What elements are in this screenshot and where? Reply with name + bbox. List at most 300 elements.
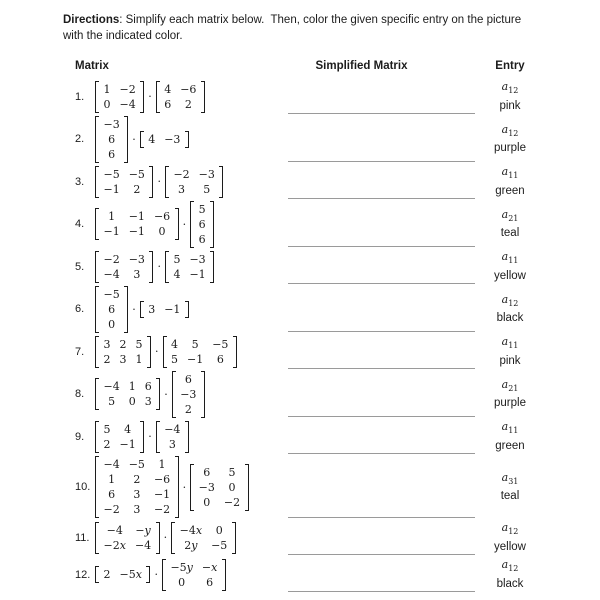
right-bracket-icon xyxy=(124,286,128,333)
matrix-entry: 5 xyxy=(228,465,236,479)
problem-number: 6. xyxy=(75,303,85,315)
entry-symbol: $a_{11}$ xyxy=(501,250,519,266)
matrix-entry: 5 xyxy=(191,337,199,351)
matrix-entry: 6 xyxy=(206,575,214,589)
answer-blank-line[interactable] xyxy=(288,368,475,369)
multiply-dot-icon: · xyxy=(182,217,187,231)
answer-area xyxy=(288,418,475,455)
matrix-entry: −5 xyxy=(128,167,145,181)
right-bracket-icon xyxy=(185,301,189,318)
problem-expression xyxy=(75,201,288,248)
matrix-entry: 2 xyxy=(184,97,192,111)
matrix-entry: −6 xyxy=(153,473,171,486)
matrix-entry: 3 xyxy=(103,337,111,351)
right-bracket-icon xyxy=(156,522,160,554)
entry-symbol: $a_{31}$ xyxy=(501,470,519,487)
matrix-entry: −3 xyxy=(189,252,206,266)
entry-color-label: yellow xyxy=(494,540,526,553)
entry-color-label: teal xyxy=(500,490,520,503)
matrix-entry: −1 xyxy=(164,302,181,316)
matrix-entry: −5 xyxy=(128,458,145,471)
matrix-entry: −4 xyxy=(119,97,136,111)
matrix-entry: 2 xyxy=(133,473,141,486)
problem-row xyxy=(75,200,580,248)
problem-number: 7. xyxy=(75,345,85,358)
matrix-entry: 6 xyxy=(198,232,206,246)
matrix-entry: 4 xyxy=(171,337,178,351)
entry-color-label: black xyxy=(496,577,524,590)
problem-expression xyxy=(75,522,288,554)
problem-row xyxy=(75,115,580,163)
matrix-entry: −2 xyxy=(173,167,190,181)
matrix-grid xyxy=(99,251,149,283)
matrix-entry: −3 xyxy=(180,387,197,401)
matrix-entry: 5 xyxy=(108,395,116,408)
matrix-expression xyxy=(95,251,214,283)
matrix-entry: 5 xyxy=(135,337,143,351)
matrix-entry: 2y xyxy=(184,538,198,552)
answer-area xyxy=(288,248,475,285)
matrix-expression xyxy=(95,81,205,113)
answer-blank-line[interactable] xyxy=(288,246,475,247)
multiply-dot-icon: · xyxy=(164,387,168,401)
answer-area xyxy=(288,455,475,519)
matrix-entry: −3 xyxy=(164,132,181,146)
matrix-entry: 3 xyxy=(119,352,127,366)
matrix-entry: 1 xyxy=(158,458,166,471)
right-bracket-icon xyxy=(175,208,179,240)
multiply-dot-icon: · xyxy=(148,430,152,443)
answer-blank-line[interactable] xyxy=(288,198,475,199)
matrix-entry: −5 xyxy=(103,167,120,181)
right-bracket-icon xyxy=(149,251,153,283)
answer-area xyxy=(288,370,475,418)
problem-row xyxy=(75,370,580,418)
answer-blank-line[interactable] xyxy=(288,113,475,114)
multiply-dot-icon: · xyxy=(182,480,187,494)
entry-symbol: $a_{12}$ xyxy=(501,80,519,96)
entry-cell xyxy=(475,293,545,325)
matrix-grid xyxy=(166,559,222,591)
entry-cell xyxy=(475,250,545,282)
directions-body: : Simplify each matrix below. Then, color the given specific entry on the picture with the indicated color. xyxy=(63,14,525,42)
answer-blank-line[interactable] xyxy=(288,161,475,162)
entry-cell xyxy=(475,123,545,155)
matrix-grid xyxy=(144,131,185,148)
answer-blank-line[interactable] xyxy=(288,554,475,555)
matrix-grid xyxy=(99,286,124,333)
matrix-entry: 0 xyxy=(178,575,186,589)
matrix-entry: −2 xyxy=(103,503,120,516)
right-bracket-icon xyxy=(222,559,226,591)
problem-number: 5. xyxy=(75,260,85,273)
matrix xyxy=(95,286,128,333)
matrix-grid xyxy=(99,166,149,198)
matrix-entry: −1 xyxy=(128,225,145,238)
problem-number: 11. xyxy=(75,531,90,544)
matrix xyxy=(165,166,223,198)
matrix-entry: −6 xyxy=(180,82,197,96)
matrix-grid xyxy=(99,208,175,240)
problem-row xyxy=(75,333,580,370)
right-bracket-icon xyxy=(124,116,128,163)
matrix-entry: 0 xyxy=(108,317,116,331)
entry-color-label: pink xyxy=(499,354,521,367)
entry-symbol: $a_{11}$ xyxy=(501,420,519,436)
right-bracket-icon xyxy=(210,251,214,283)
matrix xyxy=(163,336,237,368)
entry-symbol: $a_{12}$ xyxy=(501,521,519,537)
problem-row xyxy=(75,248,580,285)
multiply-dot-icon: · xyxy=(155,345,159,358)
matrix-entry: −2x xyxy=(103,538,126,552)
matrix-entry: −1 xyxy=(103,225,120,238)
matrix-expression xyxy=(95,522,236,554)
problem-expression xyxy=(75,559,288,591)
column-header-matrix: Matrix xyxy=(75,60,109,72)
problem-row xyxy=(75,78,580,115)
matrix-entry: 2 xyxy=(103,352,111,366)
entry-cell xyxy=(475,208,545,240)
matrix xyxy=(190,464,248,511)
right-bracket-icon xyxy=(185,421,189,453)
right-bracket-icon xyxy=(146,566,150,583)
problem-number: 10. xyxy=(75,481,91,493)
answer-blank-line[interactable] xyxy=(288,591,475,592)
matrix xyxy=(95,421,144,453)
entry-color-label: teal xyxy=(500,227,520,240)
right-bracket-icon xyxy=(185,131,189,148)
multiply-dot-icon: · xyxy=(132,132,136,146)
matrix-expression xyxy=(95,116,189,163)
matrix-entry: 6 xyxy=(108,132,116,146)
matrix-expression xyxy=(95,201,214,248)
problem-number: 2. xyxy=(75,133,85,145)
matrix-entry: −x xyxy=(201,560,218,574)
matrix-entry: −2 xyxy=(119,82,136,96)
problem-expression xyxy=(75,81,288,113)
right-bracket-icon xyxy=(140,81,144,113)
problem-row xyxy=(75,556,580,593)
matrix-expression xyxy=(95,456,249,518)
matrix-entry: −6 xyxy=(153,210,171,223)
answer-area xyxy=(288,163,475,200)
answer-area xyxy=(288,200,475,248)
entry-cell xyxy=(475,420,545,452)
matrix-entry: −3 xyxy=(103,117,120,131)
matrix-entry: 2 xyxy=(184,402,192,416)
matrix-entry: 1 xyxy=(135,352,143,366)
matrix-entry: −1 xyxy=(153,488,171,501)
problem-number: 3. xyxy=(75,175,85,188)
matrix xyxy=(95,522,160,554)
matrix-grid xyxy=(99,336,147,368)
matrix-entry: 5 xyxy=(173,252,181,266)
matrix-expression xyxy=(95,166,223,198)
right-bracket-icon xyxy=(175,456,179,518)
matrix-entry: 1 xyxy=(103,82,111,96)
matrix-entry: −5 xyxy=(103,287,120,301)
matrix-entry: 2 xyxy=(119,337,127,351)
answer-area xyxy=(288,333,475,370)
matrix-entry: 3 xyxy=(148,302,156,316)
matrix xyxy=(95,166,153,198)
right-bracket-icon xyxy=(147,336,151,368)
matrix-grid xyxy=(99,81,140,113)
multiply-dot-icon: · xyxy=(132,302,136,316)
matrix-expression xyxy=(95,371,205,418)
matrix-entry: 3 xyxy=(133,267,141,281)
matrix xyxy=(172,371,205,418)
matrix xyxy=(95,208,179,240)
entry-symbol: $a_{12}$ xyxy=(501,122,519,139)
problem-expression xyxy=(75,456,288,518)
matrix-entry: −5 xyxy=(211,538,228,552)
column-header-simplified-matrix: Simplified Matrix xyxy=(315,60,408,72)
entry-cell xyxy=(475,521,545,553)
problems-list xyxy=(75,78,580,593)
matrix-expression xyxy=(95,336,237,368)
column-headers xyxy=(75,60,580,72)
matrix-grid xyxy=(194,464,244,511)
entry-color-label: yellow xyxy=(494,269,526,282)
matrix xyxy=(95,81,144,113)
answer-area xyxy=(288,519,475,556)
entry-color-label: green xyxy=(495,439,525,452)
matrix-entry: 6 xyxy=(108,302,116,316)
matrix-entry: −y xyxy=(135,523,151,537)
answer-blank-line[interactable] xyxy=(288,283,475,284)
matrix-entry: −1 xyxy=(119,437,136,451)
matrix-grid xyxy=(176,371,201,418)
right-bracket-icon xyxy=(210,201,214,248)
matrix-entry: 3 xyxy=(133,503,141,516)
directions-label: Directions xyxy=(63,14,120,26)
matrix-expression xyxy=(95,559,226,591)
entry-color-label: black xyxy=(496,312,524,325)
right-bracket-icon xyxy=(149,166,153,198)
matrix-entry: −5 xyxy=(212,337,229,351)
matrix-grid xyxy=(99,421,140,453)
matrix-entry: 3 xyxy=(144,395,152,408)
matrix xyxy=(95,251,153,283)
column-header-entry: Entry xyxy=(495,60,525,72)
problem-expression xyxy=(75,166,288,198)
problem-number: 1. xyxy=(75,90,85,103)
matrix xyxy=(140,301,189,318)
answer-blank-line[interactable] xyxy=(288,416,475,417)
matrix-entry: 4 xyxy=(164,82,172,96)
matrix-entry: 0 xyxy=(158,225,166,238)
matrix-expression xyxy=(95,286,189,333)
matrix-expression xyxy=(95,421,189,453)
matrix-grid xyxy=(169,166,219,198)
problem-row xyxy=(75,455,580,519)
right-bracket-icon xyxy=(232,522,236,554)
problem-number: 12. xyxy=(75,568,91,581)
matrix-grid xyxy=(99,566,146,583)
entry-symbol: $a_{11}$ xyxy=(501,335,519,351)
matrix-entry: −4x xyxy=(179,523,203,537)
multiply-dot-icon: · xyxy=(163,531,168,544)
matrix-entry: 3 xyxy=(168,437,176,451)
answer-blank-line[interactable] xyxy=(288,331,475,332)
problem-expression xyxy=(75,371,288,418)
problem-row xyxy=(75,418,580,455)
matrix-entry: −4 xyxy=(103,458,120,471)
entry-cell xyxy=(475,165,545,197)
matrix-entry: −5y xyxy=(170,560,193,574)
problem-number: 8. xyxy=(75,388,85,400)
problem-expression xyxy=(75,336,288,368)
matrix-entry: −4 xyxy=(103,380,120,393)
matrix xyxy=(156,421,189,453)
matrix-entry: −1 xyxy=(128,210,145,223)
matrix xyxy=(95,336,151,368)
problem-expression xyxy=(75,116,288,163)
matrix-entry: 6 xyxy=(203,465,211,479)
answer-blank-line[interactable] xyxy=(288,517,475,518)
problem-expression xyxy=(75,421,288,453)
matrix-entry: −4 xyxy=(164,422,181,436)
matrix-entry: 6 xyxy=(108,488,116,501)
right-bracket-icon xyxy=(201,371,205,418)
answer-blank-line[interactable] xyxy=(288,453,475,454)
matrix-grid xyxy=(175,522,232,554)
matrix-grid xyxy=(194,201,210,248)
answer-area xyxy=(288,285,475,333)
answer-area xyxy=(288,115,475,163)
matrix-entry: −2 xyxy=(103,252,120,266)
matrix xyxy=(162,559,226,591)
entry-symbol: $a_{21}$ xyxy=(501,207,519,224)
matrix-entry: −5x xyxy=(119,568,142,581)
matrix-entry: 6 xyxy=(144,380,152,393)
entry-symbol: $a_{12}$ xyxy=(501,558,519,574)
matrix-entry: 3 xyxy=(133,488,141,501)
matrix-entry: 6 xyxy=(216,352,224,366)
right-bracket-icon xyxy=(140,421,144,453)
entry-cell xyxy=(475,471,545,503)
matrix-entry: 6 xyxy=(108,147,116,161)
matrix-grid xyxy=(99,456,175,518)
multiply-dot-icon: · xyxy=(148,90,152,103)
matrix-entry: 0 xyxy=(128,395,136,408)
matrix-grid xyxy=(169,251,210,283)
matrix-entry: 1 xyxy=(128,380,136,393)
matrix xyxy=(171,522,236,554)
matrix-entry: −3 xyxy=(198,480,215,494)
matrix-entry: −1 xyxy=(103,182,120,196)
matrix xyxy=(140,131,189,148)
matrix-entry: −2 xyxy=(153,503,171,516)
matrix-entry: 5 xyxy=(203,182,211,196)
matrix xyxy=(95,456,179,518)
matrix-grid xyxy=(99,522,156,554)
problem-row xyxy=(75,163,580,200)
problem-number: 9. xyxy=(75,430,85,443)
matrix-grid xyxy=(99,378,156,410)
matrix-entry: 1 xyxy=(108,210,116,223)
entry-color-label: pink xyxy=(499,99,521,112)
entry-cell xyxy=(475,80,545,112)
matrix-entry: 0 xyxy=(103,97,111,111)
entry-color-label: purple xyxy=(494,397,526,410)
matrix xyxy=(156,81,205,113)
matrix-entry: 0 xyxy=(228,480,236,494)
matrix-entry: 3 xyxy=(178,182,186,196)
answer-area xyxy=(288,556,475,593)
multiply-dot-icon: · xyxy=(154,568,158,581)
matrix-entry: 4 xyxy=(148,132,156,146)
matrix xyxy=(190,201,214,248)
matrix-entry: −1 xyxy=(187,352,204,366)
matrix xyxy=(95,116,128,163)
entry-color-label: green xyxy=(495,184,525,197)
matrix xyxy=(165,251,214,283)
entry-symbol: $a_{21}$ xyxy=(501,377,519,394)
matrix-grid xyxy=(160,81,201,113)
matrix-grid xyxy=(99,116,124,163)
matrix-entry: 5 xyxy=(171,352,178,366)
problem-row xyxy=(75,285,580,333)
entry-symbol: $a_{12}$ xyxy=(501,292,519,309)
problem-expression xyxy=(75,286,288,333)
matrix-entry: 0 xyxy=(215,523,223,537)
matrix-entry: −4 xyxy=(106,523,123,537)
matrix-entry: −3 xyxy=(198,167,215,181)
entry-cell xyxy=(475,335,545,367)
matrix-entry: −4 xyxy=(103,267,120,281)
matrix-entry: 2 xyxy=(133,182,141,196)
matrix-entry: 6 xyxy=(198,217,206,231)
matrix-entry: 2 xyxy=(103,568,111,581)
matrix-entry: 0 xyxy=(203,495,211,509)
matrix xyxy=(95,378,160,410)
right-bracket-icon xyxy=(201,81,205,113)
right-bracket-icon xyxy=(245,464,249,511)
entry-cell xyxy=(475,378,545,410)
matrix-grid xyxy=(167,336,233,368)
matrix-entry: 6 xyxy=(184,372,192,386)
directions-text xyxy=(63,13,541,44)
matrix-entry: 2 xyxy=(103,437,111,451)
entry-cell xyxy=(475,558,545,590)
entry-symbol: $a_{11}$ xyxy=(501,165,519,181)
right-bracket-icon xyxy=(233,336,237,368)
right-bracket-icon xyxy=(219,166,223,198)
answer-area xyxy=(288,78,475,115)
matrix-entry: −3 xyxy=(128,252,145,266)
matrix-entry: 4 xyxy=(124,422,132,436)
matrix-entry: 5 xyxy=(103,422,111,436)
problem-expression xyxy=(75,251,288,283)
matrix-entry: 4 xyxy=(173,267,181,281)
matrix-entry: 5 xyxy=(198,202,206,216)
right-bracket-icon xyxy=(156,378,160,410)
matrix-entry: −2 xyxy=(223,495,241,509)
entry-color-label: purple xyxy=(494,142,526,155)
problem-number: 4. xyxy=(75,218,85,230)
matrix-entry: 1 xyxy=(108,473,116,486)
matrix-entry: −4 xyxy=(134,538,152,552)
problem-row xyxy=(75,519,580,556)
matrix-grid xyxy=(144,301,185,318)
matrix-entry: 6 xyxy=(164,97,172,111)
multiply-dot-icon: · xyxy=(157,260,161,273)
matrix-entry: −1 xyxy=(189,267,206,281)
matrix-grid xyxy=(160,421,185,453)
